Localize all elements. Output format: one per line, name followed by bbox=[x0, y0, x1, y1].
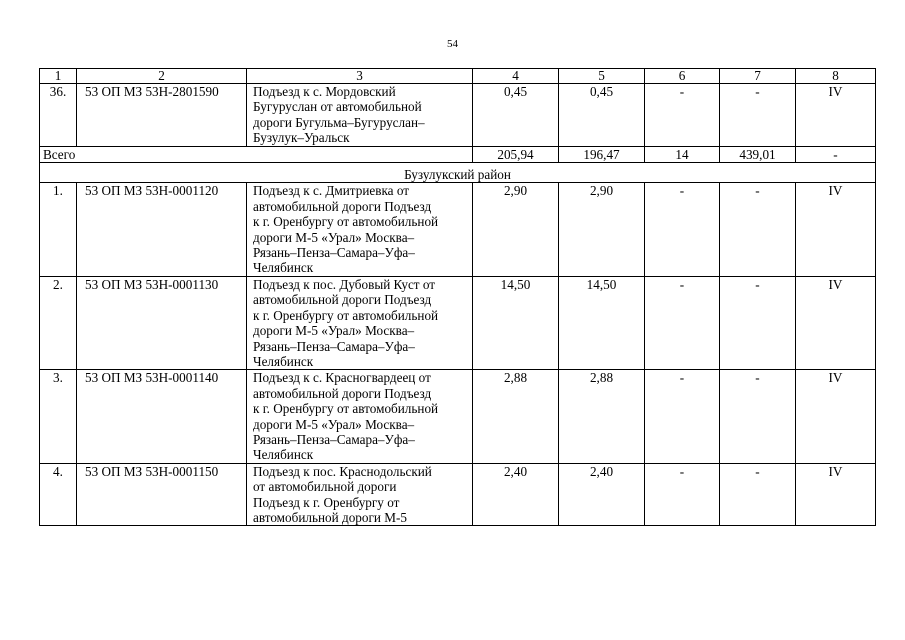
total-value: 196,47 bbox=[559, 146, 645, 162]
road-name-line: к г. Оренбургу от автомобильной bbox=[253, 307, 439, 323]
row-number: 4. bbox=[40, 463, 77, 526]
length-value: 0,45 bbox=[473, 84, 559, 147]
column-header: 6 bbox=[645, 69, 720, 84]
road-name-line: Подъезд к с. Мордовский bbox=[253, 84, 396, 99]
length-value: 14,50 bbox=[559, 276, 645, 369]
page-number: 54 bbox=[447, 38, 458, 50]
road-name-line: Подъезд к пос. Дубовый Куст от bbox=[253, 276, 436, 292]
road-name bbox=[247, 276, 473, 369]
road-code: 53 ОП МЗ 53Н-0001130 bbox=[77, 276, 247, 369]
table-row bbox=[40, 276, 876, 369]
table-row bbox=[40, 183, 876, 276]
column-header: 3 bbox=[247, 69, 473, 84]
region-row bbox=[40, 163, 876, 183]
road-code: 53 ОП МЗ 53Н-0001120 bbox=[77, 183, 247, 276]
category-value: IV bbox=[796, 84, 876, 147]
road-name-line: Подъезд к г. Оренбургу от bbox=[253, 494, 400, 510]
category-value: IV bbox=[796, 370, 876, 463]
road-name-line: дороги М-5 «Урал» Москва– bbox=[253, 229, 415, 245]
road-name-line: к г. Оренбургу от автомобильной bbox=[253, 401, 439, 417]
row-number: 1. bbox=[40, 183, 77, 276]
road-name-line: Челябинск bbox=[253, 260, 314, 276]
road-name bbox=[247, 84, 473, 147]
road-code: 53 ОП МЗ 53Н-2801590 bbox=[77, 84, 247, 147]
road-name bbox=[247, 370, 473, 463]
category-value: IV bbox=[796, 183, 876, 276]
road-name-line: Рязань–Пенза–Самара–Уфа– bbox=[253, 245, 415, 261]
road-name-line: Подъезд к пос. Краснодольский bbox=[253, 463, 432, 479]
cell-value: - bbox=[720, 84, 796, 147]
length-value: 2,88 bbox=[473, 370, 559, 463]
road-name-line: автомобильной дороги М-5 bbox=[253, 509, 407, 525]
road-name-line: от автомобильной дороги bbox=[253, 479, 397, 495]
road-name-line: автомобильной дороги Подъезд bbox=[253, 198, 432, 214]
length-value: 2,90 bbox=[473, 183, 559, 276]
road-name-line: Рязань–Пенза–Самара–Уфа– bbox=[253, 338, 415, 354]
cell-value: - bbox=[720, 276, 796, 369]
total-label: Всего bbox=[40, 146, 473, 162]
row-number: 2. bbox=[40, 276, 77, 369]
cell-value: - bbox=[720, 370, 796, 463]
cell-value: - bbox=[645, 84, 720, 147]
region-title bbox=[40, 163, 876, 183]
road-name-line: автомобильной дороги Подъезд bbox=[253, 292, 432, 308]
length-value: 14,50 bbox=[473, 276, 559, 369]
cell-value: - bbox=[645, 370, 720, 463]
column-header: 5 bbox=[559, 69, 645, 84]
column-header-row bbox=[40, 69, 876, 84]
road-name-line: автомобильной дороги Подъезд bbox=[253, 385, 432, 401]
length-value: 2,40 bbox=[559, 463, 645, 526]
column-header: 2 bbox=[77, 69, 247, 84]
road-name-line: Челябинск bbox=[253, 353, 314, 369]
column-header: 7 bbox=[720, 69, 796, 84]
cell-value: - bbox=[645, 463, 720, 526]
road-name-line: Подъезд к с. Дмитриевка от bbox=[253, 183, 410, 199]
cell-value: - bbox=[645, 183, 720, 276]
column-header: 8 bbox=[796, 69, 876, 84]
column-header: 1 bbox=[40, 69, 77, 84]
road-name-line: Бугуруслан от автомобильной bbox=[253, 99, 422, 115]
road-name-line: к г. Оренбургу от автомобильной bbox=[253, 214, 439, 230]
road-name-line: Рязань–Пенза–Самара–Уфа– bbox=[253, 431, 415, 447]
category-value: IV bbox=[796, 276, 876, 369]
road-name-line: дороги Бугульма–Бугуруслан– bbox=[253, 114, 425, 130]
length-value: 0,45 bbox=[559, 84, 645, 147]
road-name-line: Челябинск bbox=[253, 447, 314, 463]
total-value: 14 bbox=[645, 146, 720, 162]
length-value: 2,88 bbox=[559, 370, 645, 463]
length-value: 2,40 bbox=[473, 463, 559, 526]
table-row bbox=[40, 84, 876, 147]
table-row bbox=[40, 370, 876, 463]
column-header: 4 bbox=[473, 69, 559, 84]
total-row bbox=[40, 146, 876, 162]
region-name: Бузулукский район bbox=[404, 167, 511, 183]
row-number: 36. bbox=[40, 84, 77, 147]
road-name-line: дороги М-5 «Урал» Москва– bbox=[253, 416, 415, 432]
roads-table bbox=[39, 68, 876, 526]
road-name bbox=[247, 183, 473, 276]
cell-value: - bbox=[720, 183, 796, 276]
road-code: 53 ОП МЗ 53Н-0001140 bbox=[77, 370, 247, 463]
table-row bbox=[40, 463, 876, 526]
road-code: 53 ОП МЗ 53Н-0001150 bbox=[77, 463, 247, 526]
cell-value: - bbox=[720, 463, 796, 526]
road-name bbox=[247, 463, 473, 526]
road-name-line: дороги М-5 «Урал» Москва– bbox=[253, 323, 415, 339]
road-name-line: Бузулук–Уральск bbox=[253, 130, 350, 146]
category-value: IV bbox=[796, 463, 876, 526]
cell-value: - bbox=[645, 276, 720, 369]
total-value: 439,01 bbox=[720, 146, 796, 162]
total-value: - bbox=[796, 146, 876, 162]
road-name-line: Подъезд к с. Красногвардеец от bbox=[253, 370, 431, 386]
row-number: 3. bbox=[40, 370, 77, 463]
length-value: 2,90 bbox=[559, 183, 645, 276]
total-value: 205,94 bbox=[473, 146, 559, 162]
